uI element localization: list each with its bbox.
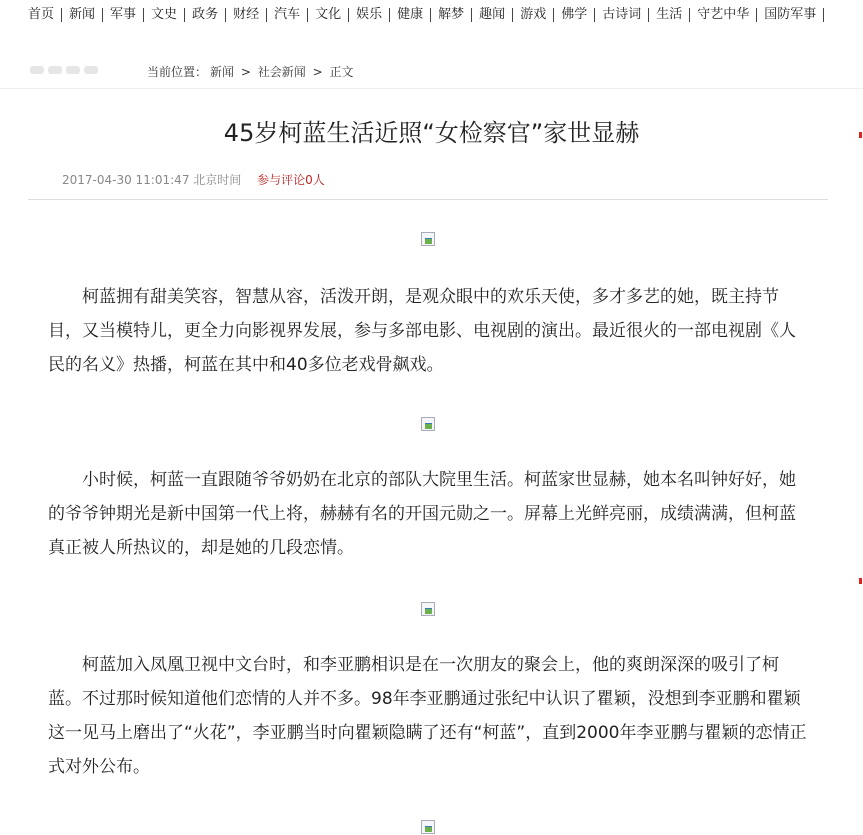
article-datetime: 2017-04-30 11:01:47	[62, 173, 190, 187]
nav-item-finance[interactable]: 财经	[226, 8, 267, 22]
nav-item-fun[interactable]: 趣闻	[472, 8, 513, 22]
article-paragraph: 柯蓝加入凤凰卫视中文台时，和李亚鹏相识是在一次朋友的聚会上，他的爽朗深深的吸引了柯蓝。不过那时候知道他们恋情的人并不多。98年李亚鹏通过张纪中认识了瞿颖，没想到李亚鹏和瞿颖这一见马上磨出了“火花”，李亚鹏当时向瞿颖隐瞒了还有“柯蓝”，直到2000年李亚鹏与瞿颖的恋情正式对外公布。	[48, 655, 807, 777]
broken-image-icon	[421, 417, 435, 431]
article-meta	[62, 172, 325, 188]
breadcrumb-separator: >	[312, 65, 323, 79]
nav-item-entertainment[interactable]: 娱乐	[349, 8, 390, 22]
broken-image-icon	[421, 820, 435, 834]
header-divider	[0, 88, 863, 89]
nav-item-military[interactable]: 军事	[103, 8, 144, 22]
title-divider	[28, 199, 828, 200]
logo-mark-icon	[66, 66, 80, 74]
nav-item-culture[interactable]: 文化	[308, 8, 349, 22]
breadcrumb-prefix: 当前位置：	[147, 65, 208, 79]
nav-item-home[interactable]: 首页	[0, 8, 62, 22]
article-paragraph: 小时候，柯蓝一直跟随爷爷奶奶在北京的部队大院里生活。柯蓝家世显赫，她本名叫钟好好，她的爷爷钟期光是新中国第一代上将，赫赫有名的开国元勋之一。屏幕上光鲜亮丽，成绩满满，但柯蓝真正被人所热议的，却是她的几段恋情。	[48, 470, 796, 558]
logo-mark-icon	[84, 66, 98, 74]
nav-item-poetry[interactable]: 古诗词	[595, 8, 649, 22]
breadcrumb-item-news[interactable]: 新闻	[210, 65, 235, 79]
logo-mark-icon	[48, 66, 62, 74]
article-paragraph: 柯蓝拥有甜美笑容，智慧从容，活泼开朗，是观众眼中的欢乐天使，多才多艺的她，既主持节目，又当模特儿，更全力向影视界发展，参与多部电影、电视剧的演出。最近很火的一部电视剧《人民的名义》热播，柯蓝在其中和40多位老戏骨飙戏。	[48, 287, 796, 375]
breadcrumb-separator: >	[240, 65, 251, 79]
nav-item-government[interactable]: 政务	[185, 8, 226, 22]
nav-item-craft[interactable]: 守艺中华	[690, 8, 757, 22]
breadcrumb-item-current: 正文	[329, 65, 354, 79]
side-marker	[859, 578, 862, 584]
top-nav	[0, 0, 863, 30]
article-timezone: 北京时间	[193, 173, 242, 187]
nav-item-news[interactable]: 新闻	[62, 8, 103, 22]
nav-item-health[interactable]: 健康	[390, 8, 431, 22]
nav-item-dream[interactable]: 解梦	[431, 8, 472, 22]
nav-item-history[interactable]: 文史	[144, 8, 185, 22]
nav-item-games[interactable]: 游戏	[513, 8, 554, 22]
nav-item-auto[interactable]: 汽车	[267, 8, 308, 22]
nav-item-life[interactable]: 生活	[649, 8, 690, 22]
breadcrumb-item-social[interactable]: 社会新闻	[257, 65, 306, 79]
breadcrumb	[147, 64, 357, 80]
logo-mark-icon	[30, 66, 44, 74]
site-logo[interactable]	[30, 64, 130, 80]
nav-item-buddhism[interactable]: 佛学	[554, 8, 595, 22]
side-marker	[859, 132, 862, 138]
nav-item-defense[interactable]: 国防军事	[757, 8, 824, 22]
article-title: 45岁柯蓝生活近照“女检察官”家世显赫	[223, 119, 640, 147]
comment-link[interactable]: 参与评论0人	[257, 173, 325, 187]
broken-image-icon	[421, 602, 435, 616]
broken-image-icon	[421, 232, 435, 246]
